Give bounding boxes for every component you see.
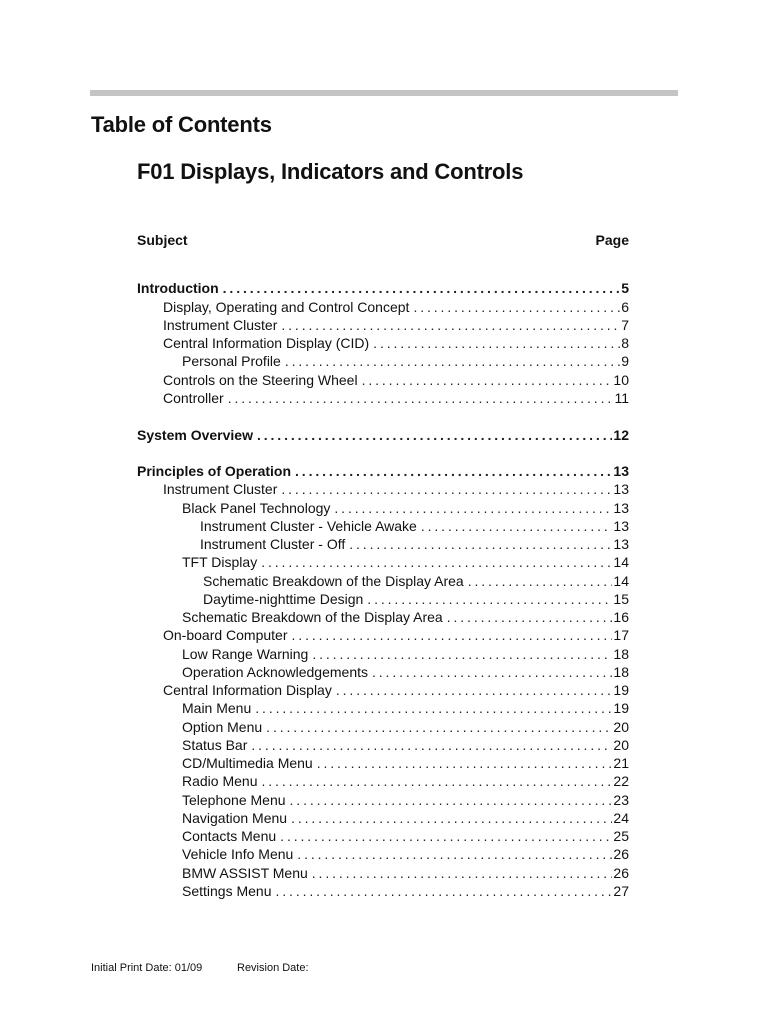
dot-leader [276, 882, 613, 901]
dot-leader [295, 462, 612, 481]
toc-entry[interactable] [182, 663, 629, 682]
toc-entry-page: 13 [613, 518, 629, 534]
dot-leader [261, 553, 612, 572]
dot-leader [290, 791, 613, 810]
toc-entry-title: Schematic Breakdown of the Display Area [203, 573, 464, 589]
toc-entry-title: Telephone Menu [182, 792, 286, 808]
dot-leader [373, 334, 620, 353]
toc-entry[interactable] [163, 334, 629, 353]
toc-entry-title: Controller [163, 390, 224, 406]
dot-leader [281, 316, 620, 335]
toc-entry-title: Contacts Menu [182, 828, 277, 844]
toc-entry-title: Radio Menu [182, 773, 258, 789]
toc-entry[interactable] [182, 845, 629, 864]
toc-entry[interactable] [182, 827, 629, 846]
toc-entry-page: 13 [613, 500, 629, 516]
toc-entry[interactable] [163, 681, 629, 700]
dot-leader [292, 626, 613, 645]
dot-leader [266, 718, 612, 737]
toc-entry[interactable] [182, 754, 629, 773]
toc-entry-page: 6 [621, 299, 629, 315]
toc-entry-title: Low Range Warning [182, 646, 309, 662]
toc-entry[interactable] [203, 572, 629, 591]
toc-entry-page: 26 [613, 846, 629, 862]
toc-entry-page: 20 [613, 719, 629, 735]
toc-entry[interactable] [182, 791, 629, 810]
toc-entry[interactable] [200, 517, 629, 536]
toc-entry-title: Instrument Cluster - Vehicle Awake [200, 518, 417, 534]
dot-leader [223, 279, 621, 298]
toc-entry-title: Black Panel Technology [182, 500, 331, 516]
toc-entry[interactable] [182, 645, 629, 664]
toc-entry-title: System Overview [137, 427, 253, 443]
toc-entry-title: Personal Profile [182, 353, 281, 369]
toc-entry-title: On-board Computer [163, 627, 288, 643]
dot-leader [367, 590, 612, 609]
dot-leader [285, 352, 620, 371]
toc-entry-title: Introduction [137, 280, 219, 296]
toc-entry[interactable] [182, 352, 629, 371]
toc-entry-title: Navigation Menu [182, 810, 288, 826]
toc-entry[interactable] [182, 864, 629, 883]
toc-entry-title: Status Bar [182, 737, 248, 753]
toc-entry-page: 5 [621, 280, 629, 296]
toc-entry-page: 10 [613, 372, 629, 388]
toc-entry-page: 27 [613, 883, 629, 899]
toc-entry[interactable] [163, 371, 629, 390]
toc-entry-page: 9 [621, 353, 629, 369]
toc-entry-page: 21 [613, 755, 629, 771]
toc-entry[interactable] [182, 499, 629, 518]
document-subtitle: F01 Displays, Indicators and Controls [137, 159, 524, 184]
dot-leader [336, 681, 613, 700]
revision-date: Revision Date: [237, 962, 309, 974]
dot-leader [447, 608, 613, 627]
toc-entry-page: 19 [613, 682, 629, 698]
toc-entry-title: Instrument Cluster [163, 317, 278, 333]
dot-leader [257, 426, 612, 445]
toc-entry[interactable] [182, 553, 629, 572]
toc-entry-page: 15 [613, 591, 629, 607]
toc-entry-title: Operation Acknowledgements [182, 664, 368, 680]
toc-entry-page: 13 [613, 463, 629, 479]
dot-leader [413, 298, 620, 317]
dot-leader [251, 736, 612, 755]
page-column-header: Page [595, 232, 629, 248]
toc-entry-page: 12 [613, 427, 629, 443]
toc-entry-title: Schematic Breakdown of the Display Area [182, 609, 443, 625]
toc-entry-title: Instrument Cluster [163, 481, 278, 497]
dot-leader [262, 772, 613, 791]
toc-entry-title: Central Information Display [163, 682, 332, 698]
toc-entry[interactable] [163, 389, 629, 408]
dot-leader [421, 517, 613, 536]
dot-leader [372, 663, 612, 682]
toc-entry-title: Settings Menu [182, 883, 272, 899]
toc-entry-title: BMW ASSIST Menu [182, 865, 308, 881]
toc-entry-page: 14 [613, 573, 629, 589]
toc-entry-page: 25 [613, 828, 629, 844]
toc-entry-title: Vehicle Info Menu [182, 846, 294, 862]
toc-entry-title: Display, Operating and Control Concept [163, 299, 410, 315]
toc-entry-page: 8 [621, 335, 629, 351]
toc-entry[interactable] [182, 608, 629, 627]
toc-entry-page: 13 [613, 481, 629, 497]
toc-entry[interactable] [182, 718, 629, 737]
dot-leader [280, 827, 612, 846]
initial-print-date: Initial Print Date: 01/09 [91, 962, 203, 974]
toc-entry[interactable] [182, 699, 629, 718]
toc-entry-page: 26 [613, 865, 629, 881]
toc-entry[interactable] [182, 809, 629, 828]
toc-entry-page: 14 [613, 554, 629, 570]
toc-entry-page: 13 [613, 536, 629, 552]
dot-leader [291, 809, 612, 828]
dot-leader [312, 864, 613, 883]
toc-entry-page: 24 [613, 810, 629, 826]
toc-entry-page: 22 [613, 773, 629, 789]
toc-entry-title: TFT Display [182, 554, 258, 570]
toc-entry[interactable] [203, 590, 629, 609]
page-title: Table of Contents [91, 112, 272, 137]
toc-entry-page: 7 [621, 317, 629, 333]
toc-entry[interactable] [137, 279, 629, 298]
subject-column-header: Subject [137, 232, 188, 248]
dot-leader [228, 389, 614, 408]
toc-entry-title: CD/Multimedia Menu [182, 755, 313, 771]
dot-leader [281, 480, 612, 499]
toc-entry[interactable] [200, 535, 629, 554]
toc-entry-title: Option Menu [182, 719, 263, 735]
toc-entry-title: Controls on the Steering Wheel [163, 372, 358, 388]
toc-entry[interactable] [182, 772, 629, 791]
dot-leader [334, 499, 612, 518]
toc-entry-page: 17 [613, 627, 629, 643]
toc-entry[interactable] [182, 882, 629, 901]
toc-entry-title: Central Information Display (CID) [163, 335, 370, 351]
toc-entry-page: 18 [613, 646, 629, 662]
toc-entry-page: 23 [613, 792, 629, 808]
toc-entry[interactable] [163, 480, 629, 499]
toc-entry-page: 11 [614, 390, 629, 406]
toc-entry-page: 18 [613, 664, 629, 680]
dot-leader [255, 699, 612, 718]
dot-leader [297, 845, 612, 864]
dot-leader [349, 535, 612, 554]
toc-entry[interactable] [163, 298, 629, 317]
toc-entry-title: Main Menu [182, 700, 252, 716]
toc-entry[interactable] [137, 426, 629, 445]
dot-leader [312, 645, 612, 664]
toc-entry-page: 20 [613, 737, 629, 753]
dot-leader [317, 754, 613, 773]
dot-leader [362, 371, 613, 390]
toc-entry-page: 16 [613, 609, 629, 625]
toc-entry-title: Principles of Operation [137, 463, 292, 479]
toc-entry-title: Instrument Cluster - Off [200, 536, 346, 552]
dot-leader [468, 572, 613, 591]
toc-entry[interactable] [163, 626, 629, 645]
toc-entry[interactable] [182, 736, 629, 755]
toc-entry-page: 19 [613, 700, 629, 716]
toc-entry-title: Daytime-nighttime Design [203, 591, 364, 607]
toc-entry[interactable] [163, 316, 629, 335]
toc-entry[interactable] [137, 462, 629, 481]
